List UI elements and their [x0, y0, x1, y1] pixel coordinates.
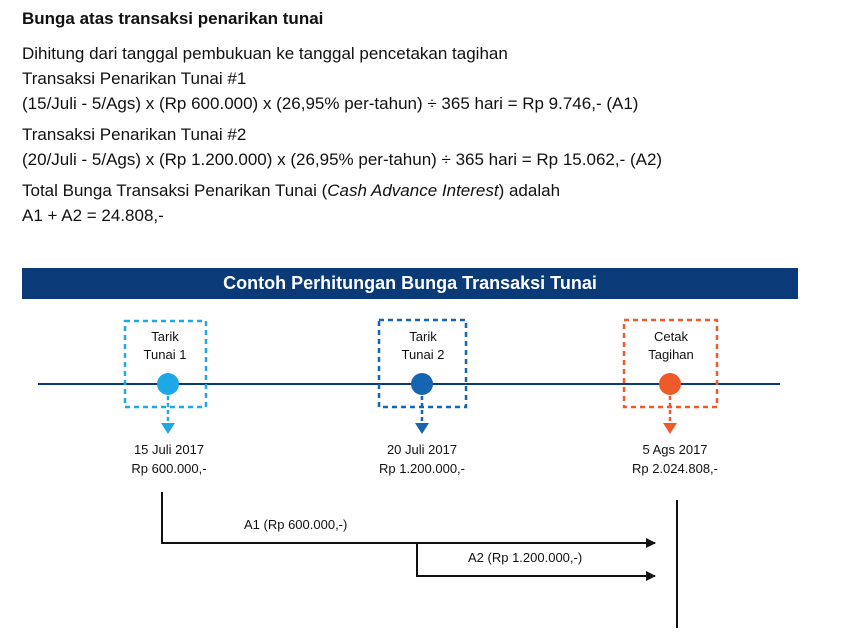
tx2-formula: (20/Juli - 5/Ags) x (Rp 1.200.000) x (26,95% per-tahun) ÷ 365 hari = Rp 15.062,- (A2): [22, 150, 663, 169]
page-heading: Bunga atas transaksi penarikan tunai: [22, 9, 324, 28]
intro-text: Dihitung dari tanggal pembukuan ke tanggal pencetakan tagihan: [22, 44, 508, 63]
event-2-amount: Rp 1.200.000,-: [378, 461, 465, 476]
event-1-label: [125, 328, 205, 364]
total-prefix: Total Bunga Transaksi Penarikan Tunai (: [22, 181, 328, 200]
tx1-formula: (15/Juli - 5/Ags) x (Rp 600.000) x (26,95% per-tahun) ÷ 365 hari = Rp 9.746,- (A1): [22, 94, 639, 113]
event-2-dot: [411, 373, 433, 395]
event-3-label-line1: Cetak: [654, 329, 688, 344]
event-3-arrow-icon: [663, 423, 677, 434]
event-3-amount: Rp 2.024.808,-: [631, 461, 718, 476]
diagram-banner: Contoh Perhitungan Bunga Transaksi Tunai: [22, 268, 798, 299]
event-2-label-line2: Tunai 2: [401, 347, 445, 362]
event-1-arrow-icon: [161, 423, 175, 434]
event-3-date: 5 Ags 2017: [642, 442, 708, 457]
a2-label: A2 (Rp 1.200.000,-): [468, 550, 583, 565]
event-3-info: [610, 440, 740, 478]
tx1-title: Transaksi Penarikan Tunai #1: [22, 69, 247, 88]
event-2-date: 20 Juli 2017: [386, 442, 458, 457]
event-1-amount: Rp 600.000,-: [131, 461, 207, 476]
total-suffix: ) adalah: [498, 181, 561, 200]
event-1-label-line2: Tunai 1: [143, 347, 187, 362]
event-1-date: 15 Juli 2017: [133, 442, 205, 457]
event-2-label: [383, 328, 463, 364]
total-result: A1 + A2 = 24.808,-: [22, 206, 164, 225]
event-1-label-line1: Tarik: [151, 329, 179, 344]
event-3-label-line2: Tagihan: [648, 347, 694, 362]
event-3-label: [631, 328, 711, 364]
a1-period-arrow: [162, 492, 655, 543]
event-1-dot: [157, 373, 179, 395]
event-2-arrow-icon: [415, 423, 429, 434]
event-3-dot: [659, 373, 681, 395]
total-italic: Cash Advance Interest: [327, 181, 499, 200]
event-2-label-line1: Tarik: [409, 329, 437, 344]
a1-label: A1 (Rp 600.000,-): [244, 517, 348, 532]
tx2-title: Transaksi Penarikan Tunai #2: [22, 125, 247, 144]
event-1-info: [104, 440, 234, 478]
event-2-info: [357, 440, 487, 478]
